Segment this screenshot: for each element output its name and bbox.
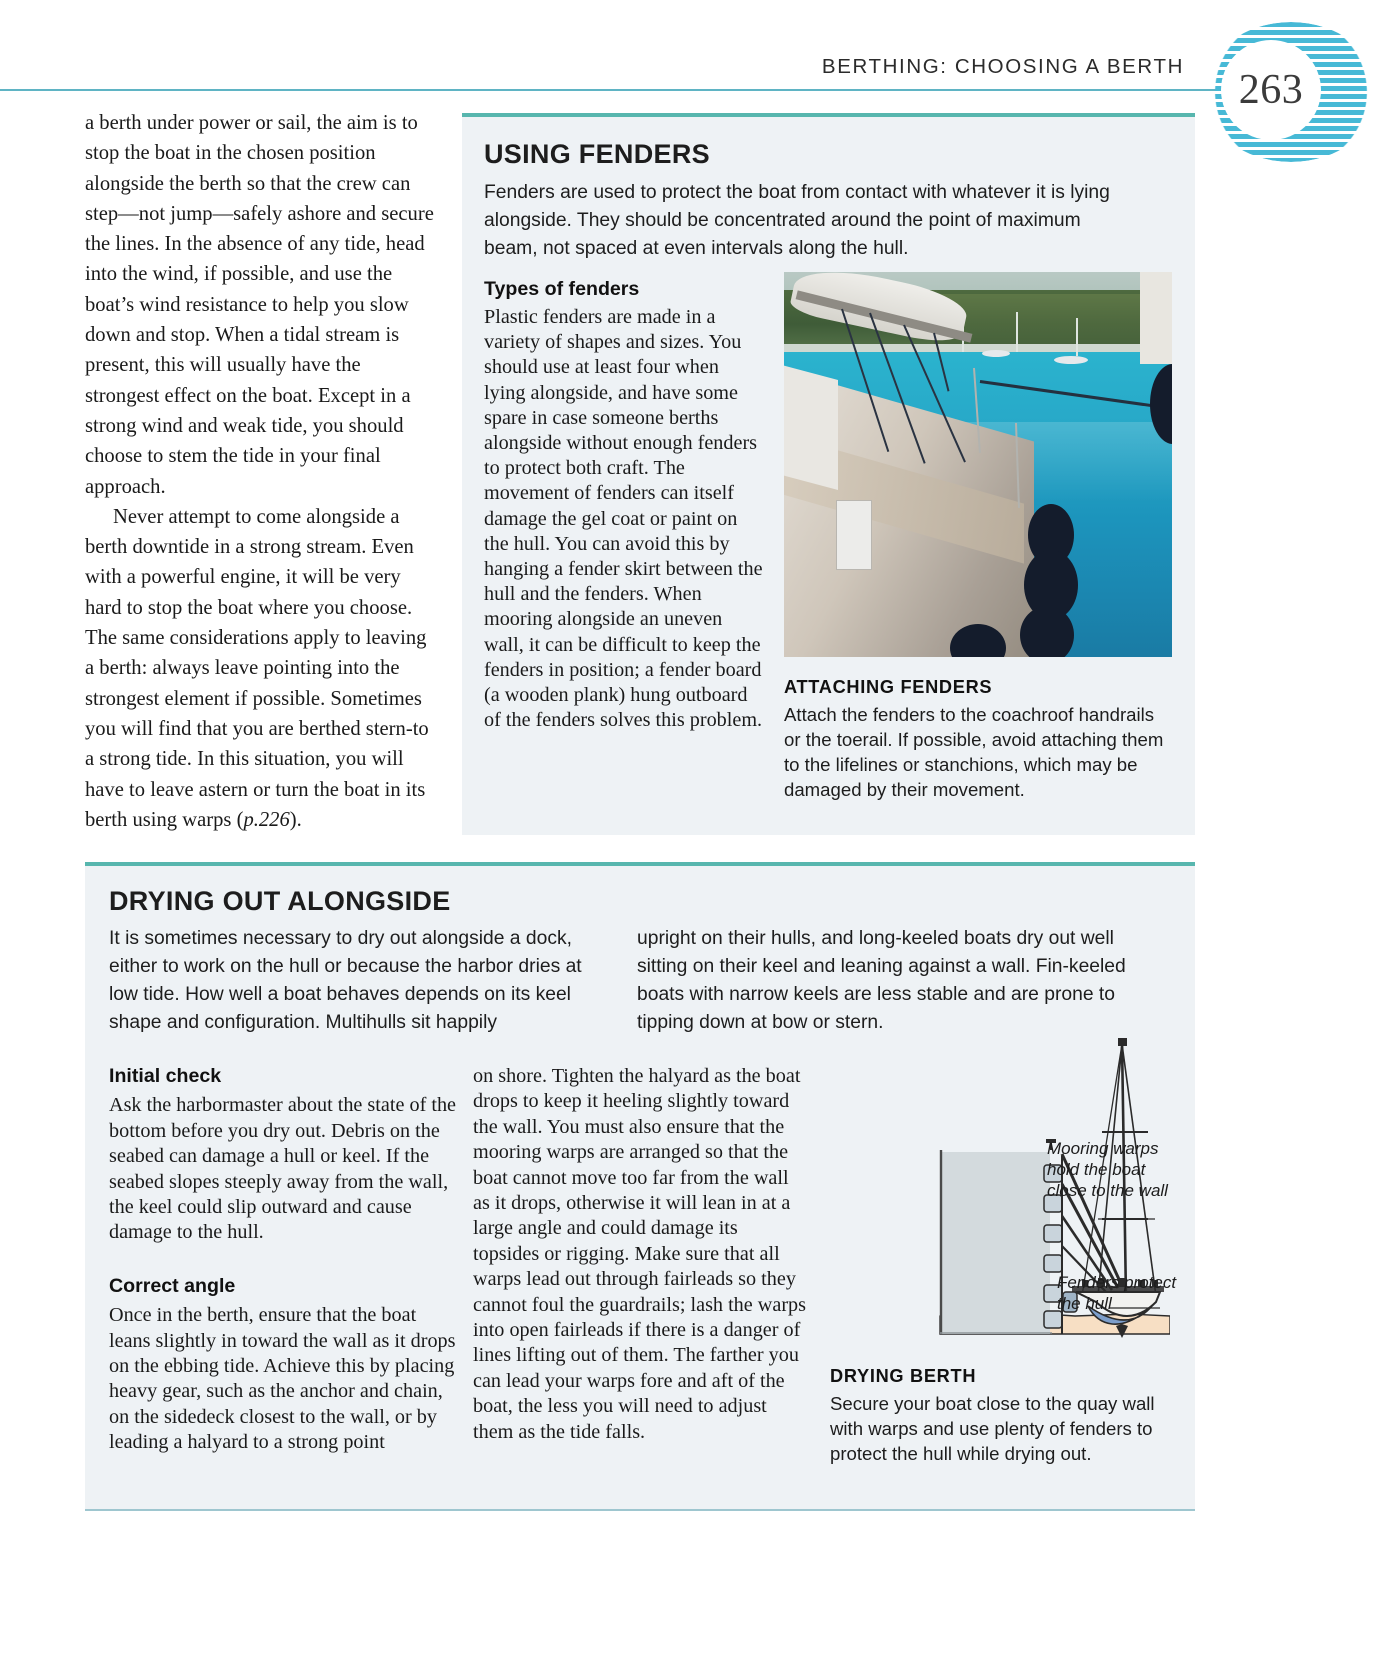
- photo-distant-mast: [1076, 318, 1078, 356]
- paragraph-1: a berth under power or sail, the aim is to stop the boat in the chosen position alongside the berth so that the crew can step—not jump—safely ashore and secure the lines. In the absence of any tide, head into the wind, if possible, and use the boat’s wind resistance to help you slow down and stop. When a tidal stream is present, this will usually have the strongest effect on the boat. Except in a strong wind and weak tide, you should choose to stem the tide in your final approach.: [85, 112, 434, 498]
- types-of-fenders-subhead: Types of fenders: [484, 278, 640, 300]
- drying-column-b: on shore. Tighten the halyard as the boat drops to keep it heeling slightly toward the wall. You must also ensure that the mooring warps are arranged so that the boat cannot move too far from the wall as it drops, otherwise it will lean in at a large angle and could damage its topsides or rigging. Make sure that all warps lead out through fairleads so they cannot foul the guardrails; lash the warps into open fairleads if there is a danger of lines lifting out of them. The farther you can lead your warps fore and aft of the boat, the less you will need to adjust them as the tide falls.: [473, 1065, 806, 1443]
- page-title: BERTHING: CHOOSING A BERTH: [821, 55, 1184, 78]
- photo-fender: [1020, 606, 1074, 657]
- yacht-with-fenders-photo: [784, 272, 1172, 657]
- types-of-fenders-body: Plastic fenders are made in a variety of shapes and sizes. You should use at least four when lying alongside, and have some spare in case someone berths alongside without enough fenders to protect both craft. The movement of fenders can itself damage the gel coat or paint on the hull. You can avoid this by hanging a fender skirt between the hull and the fenders. When mooring alongside an uneven wall, it can be difficult to keep the fenders in position; a fender board (a wooden plank) hung outboard of the fenders solves this problem.: [484, 306, 763, 732]
- drying-panel-title: DRYING OUT ALONGSIDE: [109, 886, 451, 916]
- body-text-left-column: [85, 108, 437, 835]
- photo-distant-boat: [982, 350, 1010, 357]
- correct-angle-subhead: Correct angle: [109, 1274, 236, 1297]
- page-reference: p.226: [243, 808, 290, 831]
- diagram-label-fenders: Fenders protect the hull: [1057, 1273, 1177, 1313]
- drying-berth-caption-body: Secure your boat close to the quay wall with warps and use plenty of fenders to protect the hull while drying out.: [830, 1393, 1155, 1464]
- header-divider: [0, 89, 1222, 91]
- quay-wall: [940, 1152, 1050, 1334]
- photo-distant-mast: [1016, 312, 1018, 352]
- page-header: [0, 0, 1382, 100]
- correct-angle-body: Once in the berth, ensure that the boat leans slightly in toward the wall as it drops on the ebbing tide. Achieve this by placing heavy gear, such as the anchor and chain, on the sidedeck closest to the wall, or by leading a halyard to a strong point: [109, 1304, 456, 1454]
- drying-berth-caption-title: DRYING BERTH: [830, 1366, 977, 1386]
- drying-intro-right: upright on their hulls, and long-keeled boats dry out well sitting on their keel and leaning against a wall. Fin-keeled boats with narrow keels are less stable and are prone to tipping down at bow or stern.: [637, 928, 1126, 1033]
- page-number-badge: [1203, 22, 1379, 162]
- fenders-panel-intro: Fenders are used to protect the boat from contact with whatever it is lying alongside. They should be concentrated around the point of maximum beam, not spaced at even intervals along the hull.: [484, 182, 1110, 259]
- paragraph-2-post: ).: [289, 808, 302, 831]
- initial-check-subhead: Initial check: [109, 1065, 222, 1087]
- photo-neighbour-boat: [1140, 272, 1172, 364]
- photo-deck-locker: [836, 500, 872, 570]
- bottom-divider: [85, 1509, 1195, 1511]
- paragraph-2-pre: Never attempt to come alongside a berth downtide in a strong stream. Even with a powerful engine, it will be very hard to stop the boat where you choose. The same considerations apply to leaving a berth: always leave pointing into the strongest element if possible. Sometimes you will find that you are berthed stern-to a strong tide. In this situation, you will have to leave astern or turn the boat in its berth using warps (: [85, 505, 429, 831]
- drying-column-a: [109, 1064, 459, 1456]
- fenders-panel-title: USING FENDERS: [484, 139, 710, 169]
- using-fenders-panel: [462, 113, 1195, 835]
- photo-yacht-topside: [784, 364, 838, 490]
- attaching-fenders-caption-body: Attach the fenders to the coachroof handrails or the toerail. If possible, avoid attaching them to the lifelines or stanchions, which may be damaged by their movement.: [784, 704, 1164, 800]
- diagram-label-mooring-warps: Mooring warps hold the boat close to the wall: [1047, 1139, 1168, 1200]
- initial-check-body: Ask the harbormaster about the state of the bottom before you dry out. Debris on the seabed can damage a hull or keel. If the seabed slopes steeply away from the wall, the keel could slip outward and cause damage to the hull.: [109, 1094, 457, 1244]
- drying-intro-left: It is sometimes necessary to dry out alongside a dock, either to work on the hull or because the harbor dries at low tide. How well a boat behaves depends on its keel shape and configuration. Multihulls sit happily: [109, 928, 582, 1033]
- photo-distant-boat: [1054, 356, 1088, 364]
- drying-out-alongside-panel: [85, 862, 1195, 1510]
- page-number-text: 263: [1238, 67, 1304, 113]
- paragraph-2: [85, 502, 437, 835]
- attaching-fenders-caption-title: ATTACHING FENDERS: [784, 677, 993, 697]
